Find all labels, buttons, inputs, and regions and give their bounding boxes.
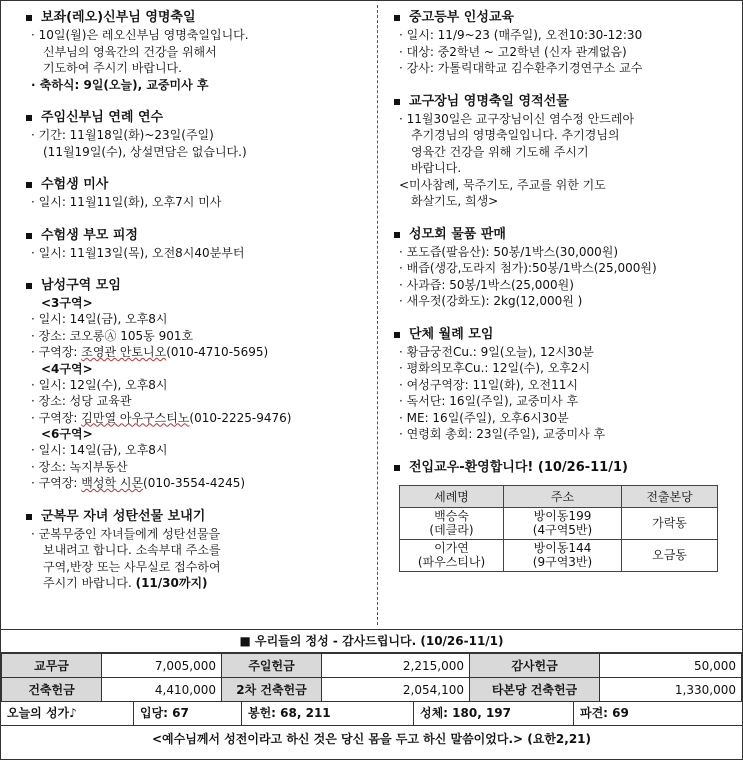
column-header: 세례명 xyxy=(400,485,504,507)
section-line: · 장소: 성당 교육관 xyxy=(31,394,132,408)
section-title: 군복무 자녀 성탄선물 보내기 xyxy=(41,508,206,524)
section-group-meetings xyxy=(391,326,737,443)
section-line: · 일시: 12일(수), 오후8시 xyxy=(31,377,168,392)
section-title: 남성구역 모임 xyxy=(41,278,121,293)
section-line: · 사과즙: 50봉/1박스(25,000원) xyxy=(399,277,574,292)
section-line: 영육간 건강을 위해 기도해 주시기 xyxy=(411,144,589,159)
section-line: · 축하식: 9일(오늘), 교중미사 후 xyxy=(31,77,209,92)
section-line: · 기간: 11월18일(화)~23일(주일) xyxy=(31,128,214,142)
section-line: 구역,반장 또는 사무실로 접수하여 xyxy=(43,559,221,574)
section-archbishop-feast xyxy=(391,93,737,210)
section-line: · 군복무중인 자녀들에게 성탄선물을 xyxy=(31,526,221,541)
leader-name: 김만열 아우구스티노 xyxy=(81,410,190,425)
parish-cell: 오금동 xyxy=(622,539,718,571)
section-line: · 일시: 14일(금), 오후8시 xyxy=(31,443,168,457)
table-row xyxy=(400,507,718,539)
section-title: 수험생 미사 xyxy=(41,177,109,192)
offering-label: 건축헌금 xyxy=(2,678,102,702)
square-bullet-icon xyxy=(26,182,32,188)
section-line: · 일시: 11월13일(목), 오전8시40분부터 xyxy=(31,245,245,260)
table-row xyxy=(400,539,718,571)
offering-value: 2,054,100 xyxy=(322,678,470,702)
section-line: · 평화의모후Cu.: 12일(수), 오후2시 xyxy=(399,361,591,375)
section-title: 성모회 물품 판매 xyxy=(409,226,506,242)
section-line: · 장소: 녹지부동산 xyxy=(31,459,128,474)
hymn-offertory: 봉헌: 68, 211 xyxy=(242,702,414,725)
section-new-parishioners xyxy=(391,459,737,572)
column-header: 주소 xyxy=(504,485,622,507)
offering-label: 감사헌금 xyxy=(470,654,600,678)
offering-value: 50,000 xyxy=(600,654,742,678)
district-label: <3구역> xyxy=(41,296,93,310)
baptismal-name-cell: 백승숙 (데클라) xyxy=(400,507,504,539)
section-line: · 연령회 총회: 23일(주일), 교중미사 후 xyxy=(399,427,606,441)
offerings-table xyxy=(1,653,742,702)
section-title: 교구장님 영명축일 영적선물 xyxy=(409,93,569,109)
section-line: · 구역장: 백성학 시몬(010-3554-4245) xyxy=(31,476,246,490)
section-line: · 새우젓(강화도): 2kg(12,000원 ) xyxy=(399,294,583,308)
hymn-label: 오늘의 성가♪ xyxy=(1,702,134,725)
section-title: 중고등부 인성교육 xyxy=(409,10,514,25)
section-title: 주임신부님 연례 연수 xyxy=(41,110,164,125)
section-title: 단체 월례 모임 xyxy=(409,326,494,342)
offering-value: 4,410,000 xyxy=(102,678,222,702)
section-line: · 여성구역장: 11일(화), 오전11시 xyxy=(399,377,578,392)
hymn-communion: 성체: 180, 197 xyxy=(414,702,574,725)
offerings-section xyxy=(1,629,742,752)
section-exam-mass xyxy=(23,176,371,211)
parish-cell: 가락동 xyxy=(622,507,718,539)
hymn-entrance: 입당: 67 xyxy=(134,702,242,725)
section-line: · 황금궁전Cu.: 9일(오늘), 12시30분 xyxy=(399,344,594,359)
section-pastor-retreat xyxy=(23,109,371,160)
square-bullet-icon xyxy=(394,15,400,21)
square-bullet-icon xyxy=(394,232,400,238)
section-line: · 장소: 코오롱Ⓐ 105동 901호 xyxy=(31,328,194,343)
right-column xyxy=(391,9,737,588)
section-title: 수험생 부모 피정 xyxy=(41,227,138,243)
square-bullet-icon xyxy=(26,115,32,121)
deadline: (11/30까지) xyxy=(135,576,208,590)
address-cell: 방이동199 (4구역5반) xyxy=(504,507,622,539)
offering-value: 7,005,000 xyxy=(102,654,222,678)
offering-label: 2차 건축헌금 xyxy=(222,678,322,702)
table-row xyxy=(2,678,742,702)
baptismal-name-cell: 이가연 (파우스티나) xyxy=(400,539,504,571)
square-bullet-icon xyxy=(26,514,32,520)
square-bullet-icon xyxy=(26,283,32,289)
section-line: 추기경님의 영명축일입니다. 추기경님의 xyxy=(411,128,620,142)
section-line: <미사참례, 묵주기도, 주교를 위한 기도 xyxy=(399,177,606,192)
address-cell: 방이동144 (9구역3반) xyxy=(504,539,622,571)
new-parishioners-table xyxy=(399,485,718,572)
square-bullet-icon xyxy=(394,332,400,338)
section-title: 전입교우-환영합니다! (10/26-11/1) xyxy=(409,459,628,475)
section-youth-education xyxy=(391,9,737,77)
column-header: 전출본당 xyxy=(622,485,718,507)
square-bullet-icon xyxy=(26,233,32,239)
section-feast-leo xyxy=(23,9,371,93)
section-line: · 11월30일은 교구장님이신 염수정 안드레아 xyxy=(399,111,635,126)
section-mens-district xyxy=(23,277,371,492)
section-line: · 일시: 14일(금), 오후8시 xyxy=(31,312,168,326)
district-label: <6구역> xyxy=(41,427,93,441)
section-line: 화살기도, 희생> xyxy=(411,194,499,208)
section-line: · 10일(월)은 레오신부님 영명축일입니다. xyxy=(31,28,249,42)
section-title: 보좌(레오)신부님 영명축일 xyxy=(41,10,196,25)
section-line: 신부님의 영육간의 건강을 위해서 xyxy=(43,44,217,59)
section-line: 기도하여 주시기 바랍니다. xyxy=(43,61,182,75)
section-parent-retreat xyxy=(23,227,371,262)
table-row xyxy=(2,654,742,678)
square-bullet-icon xyxy=(26,15,32,21)
section-line: · 포도즙(팔음산): 50봉/1박스(30,000원) xyxy=(399,244,619,259)
hymn-recessional: 파견: 69 xyxy=(580,706,629,720)
section-line: · 대상: 중2학년 ~ 고2학년 (신자 관계없음) xyxy=(399,44,627,59)
offering-value: 1,330,000 xyxy=(600,678,742,702)
offering-value: 2,215,000 xyxy=(322,654,470,678)
table-header-row xyxy=(400,485,718,507)
section-line: · 구역장: 김만열 아우구스티노(010-2225-9476) xyxy=(31,410,292,425)
offering-label: 주일헌금 xyxy=(222,654,322,678)
square-bullet-icon: ■ xyxy=(239,634,251,648)
square-bullet-icon xyxy=(394,465,400,471)
district-label: <4구역> xyxy=(41,361,93,376)
section-line: 바랍니다. xyxy=(411,161,462,175)
offerings-title: ■ 우리들의 정성 - 감사드립니다. (10/26-11/1) xyxy=(1,629,742,653)
section-product-sale xyxy=(391,226,737,310)
square-bullet-icon xyxy=(394,99,400,105)
column-divider xyxy=(377,5,378,625)
section-line: · 배즙(생강,도라지 첨가):50봉/1박스(25,000원) xyxy=(399,261,657,275)
section-line: · ME: 16일(주일), 오후6시30분 xyxy=(399,410,569,425)
section-line: 주시기 바랍니다. (11/30까지) xyxy=(43,576,208,590)
section-line: · 강사: 가톨릭대학교 김수환추기경연구소 교수 xyxy=(399,61,643,75)
left-column xyxy=(23,9,371,608)
leader-name: 백성학 시몬 xyxy=(81,476,144,490)
section-line: · 일시: 11/9~23 (매주일), 오전10:30-12:30 xyxy=(399,28,643,42)
section-line: (11월19일(수), 상설면담은 없습니다.) xyxy=(43,144,247,159)
section-line: 보내려고 합니다. 소속부대 주소를 xyxy=(43,543,221,557)
hymn-stats xyxy=(1,702,742,726)
section-line: · 독서단: 16일(주일), 교중미사 후 xyxy=(399,394,579,408)
scripture-verse: <예수님께서 성전이라고 하신 것은 당신 몸을 두고 하신 말씀이었다.> (요한2,21) xyxy=(151,732,591,746)
announcements-area xyxy=(1,1,742,629)
offering-label: 타본당 건축헌금 xyxy=(470,678,600,702)
section-line: · 일시: 11월11일(화), 오후7시 미사 xyxy=(31,195,222,209)
offering-label: 교무금 xyxy=(2,654,102,678)
section-line: · 구역장: 조영관 안토니오(010-4710-5695) xyxy=(31,345,269,359)
section-military-gifts xyxy=(23,508,371,592)
leader-name: 조영관 안토니오 xyxy=(81,345,167,359)
